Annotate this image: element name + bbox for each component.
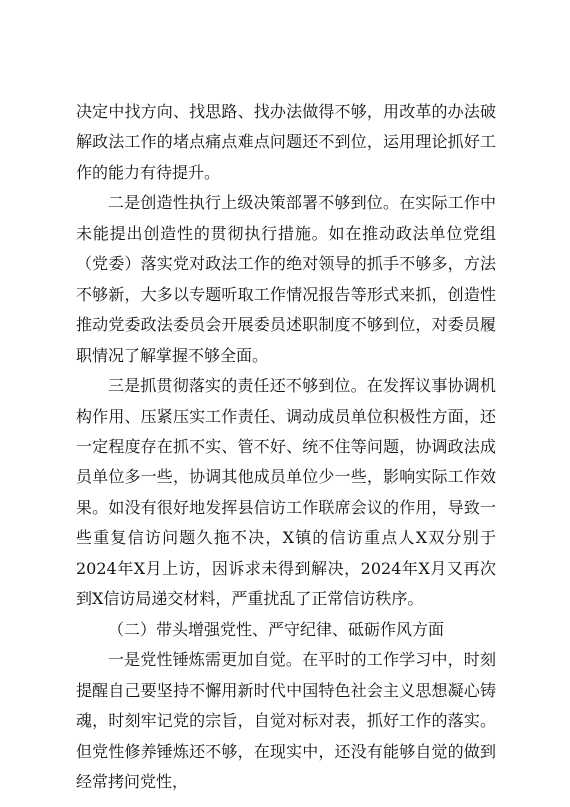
paragraph-party-spirit: 一是党性锤炼需更加自觉。在平时的工作学习中，时刻提醒自己要坚持不懈用新时代中国特色社会主义思想凝心铸魂，时刻牢记党的宗旨，自觉对标对表，抓好工作的落实。但党性修养锤炼还不够，在现实中，还没有能够自觉的做到经常拷问党性， <box>76 650 496 791</box>
paragraph-implementation-responsibility: 三是抓贯彻落实的责任还不够到位。在发挥议事协调机构作用、压紧压实工作责任、调动成员单位积极性方面，还一定程度存在抓不实、管不好、统不住等问题，协调政法成员单位多一些，协调其他成员单位少一些，影响实际工作效果。如没有很好地发挥县信访工作联席会议的作用，导致一些重复信访问题久拖不决，X镇的信访重点人X双分别于2024年X月上访，因诉求未得到解决，2024年X月又再次到X信访局递交材料，严重扰乱了正常信访秩序。 <box>76 376 496 609</box>
section-heading: （二）带头增强党性、严守纪律、砥砺作风方面 <box>108 619 445 639</box>
paragraph-continuation: 决定中找方向、找思路、找办法做得不够，用改革的办法破解政法工作的堵点痛点难点问题还不到位，运用理论抓好工作的能力有待提升。 <box>76 102 496 182</box>
document-body <box>76 97 496 797</box>
paragraph-creative-execution: 二是创造性执行上级决策部署不够到位。在实际工作中未能提出创造性的贯彻执行措施。如在推动政法单位党组（党委）落实党对政法工作的绝对领导的抓手不够多，方法不够新，大多以专题听取工作情况报告等形式来抓，创造性推动党委政法委员会开展委员述职制度不够到位，对委员履职情况了解掌握不够全面。 <box>76 193 496 365</box>
